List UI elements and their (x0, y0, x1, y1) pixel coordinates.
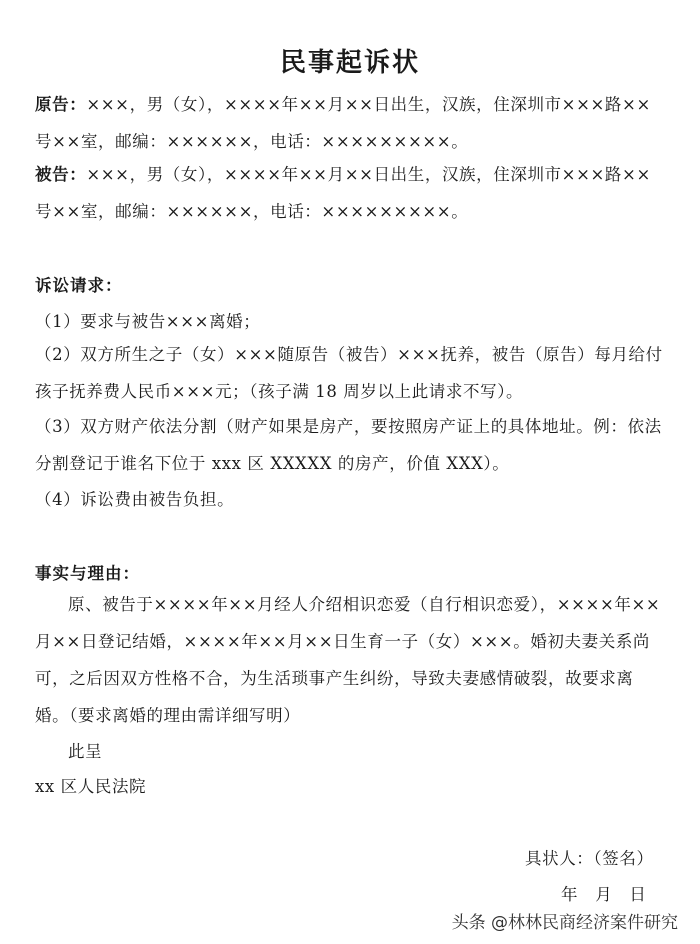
plaintiff-text: ×××，男（女），××××年××月××日出生，汉族，住深圳市×××路××号××室，邮编：××××××，电话：×××××××××。 (35, 95, 651, 151)
claims-heading: 诉讼请求： (35, 276, 123, 295)
date-line: 年 月 日 (561, 885, 647, 904)
defendant-label: 被告： (35, 165, 87, 184)
court-name: xx 区人民法院 (35, 777, 147, 796)
claim-item-4: （4）诉讼费由被告负担。 (35, 490, 235, 509)
document-title: 民事起诉状 (279, 48, 420, 78)
plaintiff-label: 原告： (35, 95, 87, 114)
signature-line: 具状人：（签名） (525, 849, 654, 868)
submit-line: 此呈 (68, 742, 103, 761)
facts-body: 原、被告于××××年××月经人介绍相识恋爱（自行相识恋爱），××××年××月××日登记结婚，××××年××月××日生育一子（女）×××。婚初夫妻关系尚可，之后因双方性格不合，为生活琐事产生纠纷，导致夫妻感情破裂，故要求离婚。（要求离婚的理由需详细写明） (35, 595, 661, 725)
claim-item-2: （2）双方所生之子（女）×××随原告（被告）×××抚养，被告（原告）每月给付孩子抚养费人民币×××元；（孩子满 18 周岁以上此请求不写）。 (35, 345, 663, 401)
plaintiff-paragraph (35, 86, 665, 160)
source-watermark: 头条 @林林民商经济案件研究 (451, 913, 678, 933)
facts-heading: 事实与理由： (35, 564, 140, 583)
claim-item-3: （3）双方财产依法分割（财产如果是房产，要按照房产证上的具体地址。例：依法分割登记于谁名下位于 xxx 区 XXXXX 的房产，价值 XXX）。 (35, 417, 662, 473)
defendant-paragraph (35, 156, 665, 230)
claim-item-1: （1）要求与被告×××离婚； (35, 312, 261, 331)
defendant-text: ×××，男（女），××××年××月××日出生，汉族，住深圳市×××路××号××室，邮编：××××××，电话：×××××××××。 (35, 165, 651, 221)
